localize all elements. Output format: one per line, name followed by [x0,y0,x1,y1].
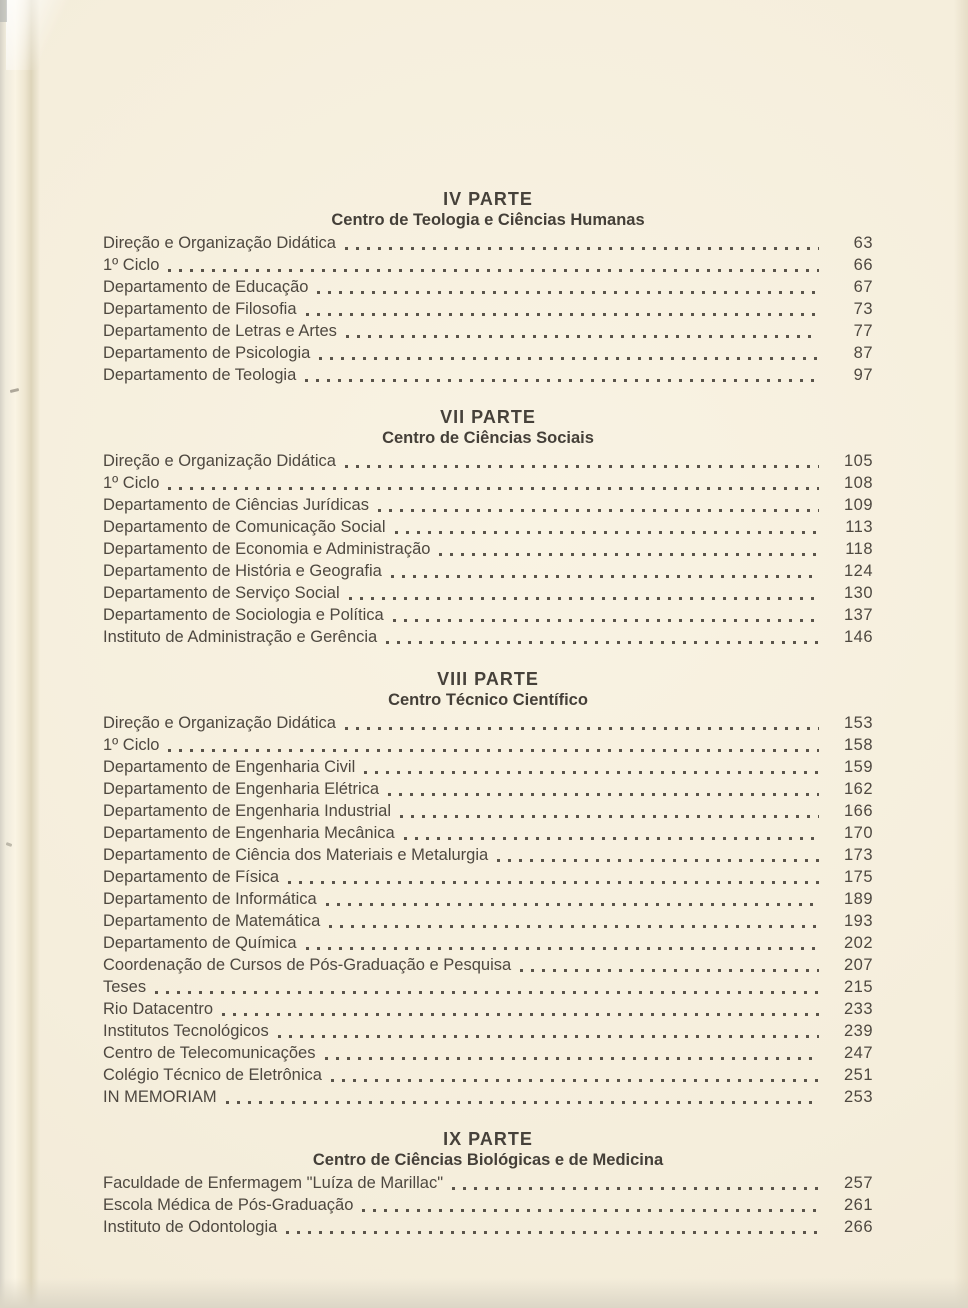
entry-page-number: 124 [843,562,873,580]
entry-page-number: 173 [843,846,873,864]
toc-entry-row [103,1020,873,1042]
toc-entry-row [103,756,873,778]
toc-entry-row [103,1194,873,1216]
entry-label: 1º Ciclo [103,736,160,754]
leader-dots-icon [168,254,819,276]
entry-label: Departamento de Letras e Artes [103,322,337,340]
toc-entry-row [103,582,873,604]
entry-label: Departamento de Engenharia Mecânica [103,824,395,842]
entry-page-number: 158 [843,736,873,754]
entry-page-number: 193 [843,912,873,930]
entry-label: Departamento de Física [103,868,280,886]
entry-label: Escola Médica de Pós-Graduação [103,1196,354,1214]
toc-entry-row [103,778,873,800]
toc-entry-row [103,998,873,1020]
entry-label: IN MEMORIAM [103,1088,217,1106]
entry-page-number: 159 [843,758,873,776]
toc-entry-row [103,560,873,582]
entry-page-number: 97 [853,366,873,384]
leader-dots-icon [288,866,819,888]
entry-label: Departamento de Ciências Jurídicas [103,496,369,514]
entry-label: Departamento de Filosofia [103,300,297,318]
leader-dots-icon [345,450,819,472]
entry-list [103,232,873,386]
leader-dots-icon [331,1064,819,1086]
leader-dots-icon [391,560,819,582]
page-edge-shadow-left [0,0,40,1308]
toc-entry-row [103,254,873,276]
entry-label: Teses [103,978,147,996]
center-title: Centro Técnico Científico [388,691,588,709]
leader-dots-icon [168,734,819,756]
toc-entry-row [103,450,873,472]
leader-dots-icon [305,364,819,386]
toc-entry-row [103,932,873,954]
entry-page-number: 215 [843,978,873,996]
part-heading: VIII PARTE [437,669,539,689]
part-heading: VII PARTE [440,407,536,427]
leader-dots-icon [278,1020,819,1042]
leader-dots-icon [286,1216,819,1238]
entry-page-number: 162 [843,780,873,798]
entry-label: Departamento de Teologia [103,366,297,384]
entry-label: Direção e Organização Didática [103,714,336,732]
toc-entry-row [103,800,873,822]
toc-entry-row [103,1216,873,1238]
entry-page-number: 170 [843,824,873,842]
toc-entry-row [103,276,873,298]
entry-label: Direção e Organização Didática [103,452,336,470]
leader-dots-icon [404,822,819,844]
entry-label: Departamento de Ciência dos Materiais e Metalurgia [103,846,489,864]
entry-page-number: 73 [853,300,873,318]
entry-page-number: 63 [853,234,873,252]
leader-dots-icon [222,998,819,1020]
entry-list [103,450,873,648]
entry-label: Departamento de Matemática [103,912,321,930]
toc-entry-row [103,604,873,626]
entry-page-number: 189 [843,890,873,908]
entry-page-number: 146 [843,628,873,646]
toc-entry-row [103,1086,873,1108]
toc-entry-row [103,538,873,560]
leader-dots-icon [395,516,820,538]
toc-section [103,188,873,386]
toc-section [103,1128,873,1238]
toc-entry-row [103,232,873,254]
entry-page-number: 67 [853,278,873,296]
entry-page-number: 77 [853,322,873,340]
leader-dots-icon [326,888,819,910]
entry-page-number: 253 [843,1088,873,1106]
entry-page-number: 66 [853,256,873,274]
toc-entry-row [103,954,873,976]
toc-entry-row [103,712,873,734]
leader-dots-icon [497,844,819,866]
toc-entry-row [103,364,873,386]
leader-dots-icon [306,298,819,320]
entry-label: Instituto de Odontologia [103,1218,278,1236]
entry-list [103,712,873,1108]
leader-dots-icon [325,1042,820,1064]
page-edge-shadow-right [954,0,968,1308]
entry-page-number: 118 [845,540,873,558]
entry-page-number: 109 [843,496,873,514]
entry-label: Departamento de Engenharia Industrial [103,802,392,820]
leader-dots-icon [345,712,819,734]
toc-entry-row [103,734,873,756]
entry-page-number: 105 [843,452,873,470]
leader-dots-icon [378,494,819,516]
leader-dots-icon [386,626,819,648]
leader-dots-icon [346,320,819,342]
center-title: Centro de Teologia e Ciências Humanas [331,211,645,229]
entry-list [103,1172,873,1238]
toc-entry-row [103,910,873,932]
toc-entry-row [103,516,873,538]
entry-label: Departamento de Comunicação Social [103,518,386,536]
toc-entry-row [103,626,873,648]
toc-entry-row [103,472,873,494]
toc-entry-row [103,822,873,844]
entry-page-number: 137 [843,606,873,624]
leader-dots-icon [306,932,819,954]
leader-dots-icon [168,472,819,494]
entry-page-number: 108 [843,474,873,492]
toc-entry-row [103,298,873,320]
toc-entry-row [103,320,873,342]
entry-label: Departamento de Química [103,934,297,952]
entry-label: Rio Datacentro [103,1000,214,1018]
entry-label: Departamento de Economia e Administração [103,540,431,558]
leader-dots-icon [364,756,819,778]
entry-label: Direção e Organização Didática [103,234,336,252]
leader-dots-icon [362,1194,819,1216]
toc-entry-row [103,976,873,998]
leader-dots-icon [155,976,819,998]
entry-page-number: 166 [843,802,873,820]
leader-dots-icon [388,778,819,800]
toc-entry-row [103,1042,873,1064]
entry-label: Coordenação de Cursos de Pós-Graduação e Pesquisa [103,956,512,974]
leader-dots-icon [226,1086,819,1108]
entry-label: Colégio Técnico de Eletrônica [103,1066,322,1084]
scanner-corner-mark [0,0,7,22]
center-title: Centro de Ciências Biológicas e de Medicina [312,1151,664,1169]
toc-entry-row [103,866,873,888]
page-edge-shadow-bottom [0,1278,968,1308]
entry-page-number: 153 [843,714,873,732]
leader-dots-icon [345,232,819,254]
entry-label: Departamento de Sociologia e Política [103,606,384,624]
entry-page-number: 202 [843,934,873,952]
entry-label: Instituto de Administração e Gerência [103,628,378,646]
leader-dots-icon [319,342,819,364]
entry-label: Departamento de Psicologia [103,344,311,362]
leader-dots-icon [520,954,819,976]
entry-page-number: 247 [843,1044,873,1062]
toc-entry-row [103,342,873,364]
leader-dots-icon [439,538,819,560]
entry-label: Departamento de Serviço Social [103,584,340,602]
entry-label: Faculdade de Enfermagem "Luíza de Marillac" [103,1174,444,1192]
entry-page-number: 207 [843,956,873,974]
entry-page-number: 87 [853,344,873,362]
toc-entry-row [103,1064,873,1086]
entry-label: Centro de Telecomunicações [103,1044,316,1062]
entry-label: Institutos Tecnológicos [103,1022,269,1040]
entry-page-number: 257 [843,1174,873,1192]
entry-label: Departamento de Educação [103,278,309,296]
leader-dots-icon [329,910,819,932]
toc-section [103,668,873,1108]
entry-label: Departamento de Engenharia Civil [103,758,356,776]
toc-entry-row [103,888,873,910]
entry-page-number: 251 [843,1066,873,1084]
table-of-contents [103,188,873,1258]
entry-page-number: 266 [843,1218,873,1236]
entry-page-number: 239 [843,1022,873,1040]
toc-entry-row [103,1172,873,1194]
part-heading: IX PARTE [443,1129,533,1149]
entry-page-number: 175 [843,868,873,886]
leader-dots-icon [393,604,819,626]
leader-dots-icon [452,1172,819,1194]
leader-dots-icon [349,582,819,604]
toc-entry-row [103,844,873,866]
leader-dots-icon [317,276,819,298]
entry-page-number: 130 [843,584,873,602]
entry-label: 1º Ciclo [103,474,160,492]
part-heading: IV PARTE [443,189,533,209]
entry-page-number: 113 [845,518,873,536]
entry-page-number: 233 [843,1000,873,1018]
entry-page-number: 261 [843,1196,873,1214]
page-corner-highlight [6,0,126,70]
toc-section [103,406,873,648]
entry-label: 1º Ciclo [103,256,160,274]
entry-label: Departamento de Informática [103,890,317,908]
entry-label: Departamento de Engenharia Elétrica [103,780,380,798]
toc-entry-row [103,494,873,516]
leader-dots-icon [400,800,819,822]
entry-label: Departamento de História e Geografia [103,562,382,580]
center-title: Centro de Ciências Sociais [382,429,594,447]
